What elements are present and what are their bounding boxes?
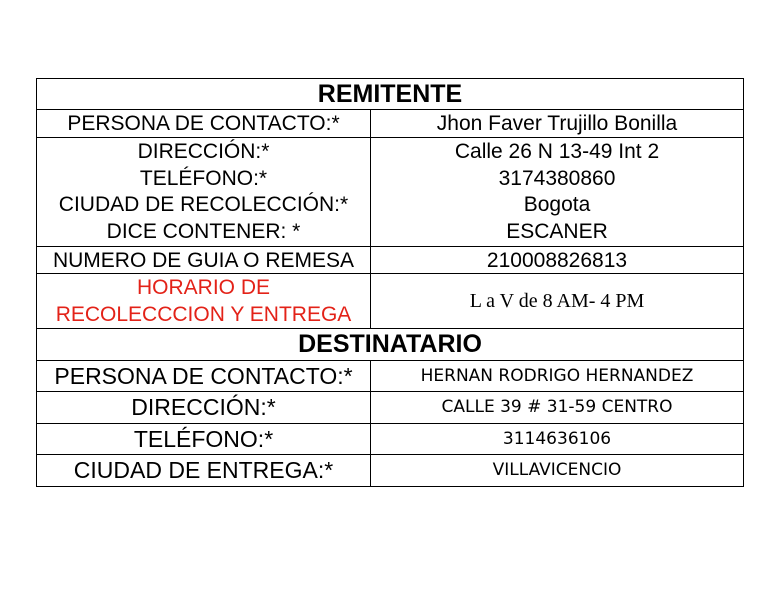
shipping-form-table — [36, 78, 744, 487]
sender-phone-label: TELÉFONO:* — [139, 166, 268, 190]
recipient-address-value: CALLE 39 # 31-59 CENTRO — [371, 392, 744, 424]
sender-details-labels — [37, 138, 371, 247]
guide-number-value: 210008826813 — [371, 247, 744, 274]
sender-address-label: DIRECCIÓN:* — [137, 140, 270, 163]
sender-section-title: REMITENTE — [37, 79, 744, 110]
recipient-section-title: DESTINATARIO — [37, 329, 744, 361]
sender-city-label: CIUDAD DE RECOLECCIÓN:* — [58, 193, 349, 216]
recipient-contact-label: PERSONA DE CONTACTO:* — [37, 361, 371, 392]
sender-contents-value: ESCANER — [506, 219, 608, 243]
recipient-contact-value: HERNAN RODRIGO HERNANDEZ — [371, 361, 744, 392]
recipient-city-value: VILLAVICENCIO — [371, 455, 744, 487]
guide-number-label: NUMERO DE GUIA O REMESA — [37, 247, 371, 274]
sender-contact-value: Jhon Faver Trujillo Bonilla — [371, 110, 744, 138]
schedule-label — [37, 274, 371, 329]
sender-city-value: Bogota — [523, 193, 591, 216]
schedule-label-line2: RECOLECCCION Y ENTREGA — [55, 303, 352, 326]
sender-phone-value: 3174380860 — [498, 166, 616, 190]
sender-contents-label: DICE CONTENER: * — [106, 219, 301, 243]
schedule-value: L a V de 8 AM- 4 PM — [371, 274, 744, 329]
recipient-address-label: DIRECCIÓN:* — [37, 392, 371, 424]
sender-details-values — [371, 138, 744, 247]
sender-address-value: Calle 26 N 13-49 Int 2 — [454, 140, 660, 163]
recipient-city-label: CIUDAD DE ENTREGA:* — [37, 455, 371, 487]
recipient-phone-label: TELÉFONO:* — [37, 424, 371, 455]
recipient-phone-value: 3114636106 — [371, 424, 744, 455]
schedule-label-line1: HORARIO DE — [136, 276, 270, 299]
sender-contact-label: PERSONA DE CONTACTO:* — [37, 110, 371, 138]
